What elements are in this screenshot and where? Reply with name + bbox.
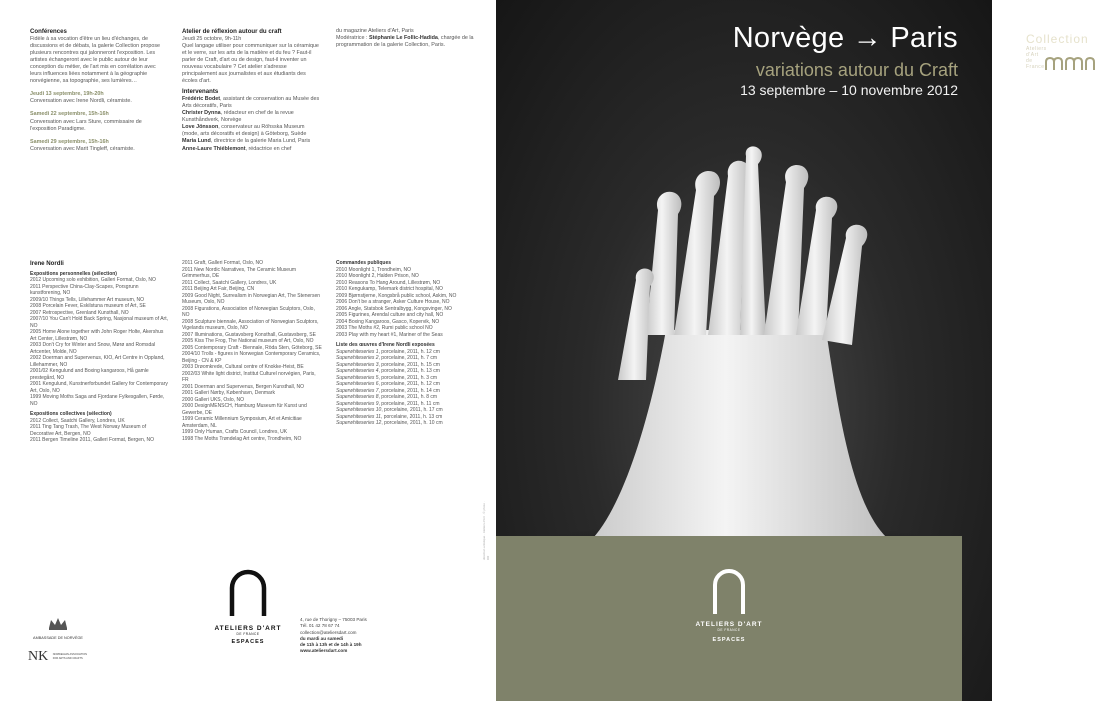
oeuvre-detail: , porcelaine, 2011, h. 17 cm bbox=[381, 407, 443, 413]
oeuvre-detail: , porcelaine, 2011, h. 8 cm bbox=[378, 394, 438, 400]
exhibition-entry: 2011 Perspective China-Clay-Scapes, Porsgrunn kunstforening, NO bbox=[30, 283, 139, 297]
oeuvres-list bbox=[336, 349, 476, 427]
embassy-logo bbox=[28, 616, 88, 640]
oeuvre-detail: , porcelaine, 2011, h. 12 cm bbox=[378, 381, 440, 387]
oeuvre-name: Superwhiteseries 2 bbox=[336, 355, 379, 361]
oeuvre-entry bbox=[336, 420, 476, 427]
commande-entry: 2010 Reasons To Hang Around, Lillestrøm, NO bbox=[336, 279, 441, 286]
atelier-cont: du magazine Ateliers d'Art, Paris bbox=[336, 28, 414, 34]
event-date: Jeudi 13 septembre, 19h-20h bbox=[30, 91, 104, 98]
exhibition-entry: 2000 Galleri UKS, Oslo, NO bbox=[182, 396, 244, 403]
cover-logo bbox=[684, 566, 774, 643]
oeuvre-name: Superwhiteseries 10 bbox=[336, 407, 382, 413]
exhibition-entry: 2004/10 Trolls - figures in Norwegian Contemporary Ceramics, Beijing - CN & KP bbox=[182, 351, 321, 364]
conferences-intro: Fidèle à sa vocation d'être un lieu d'échanges, de discussions et de débats, la galerie Collection propose plusieurs rencontres qui jalonneront l'exposition. Les artistes échangeront avec le public autour de leur conception du métier, de l'art mis en corrélation avec leurs influences liées notamment à la géographie norvégienne, sa topographie, ses lumières… bbox=[30, 35, 161, 85]
intervenant-role: , rédacteur en chef de la revue Kunsthåndverk, Norvège bbox=[182, 110, 294, 124]
perso-list bbox=[30, 277, 168, 407]
intervenants-title: Intervenants bbox=[182, 88, 219, 96]
bio-column bbox=[30, 260, 168, 444]
exhibition-entry: 2002 Doerman and Supervenus, KIO, Art Centre in Oppland, Lillehammer, NO bbox=[30, 355, 165, 368]
exhibition-entry: 2000 DesignMENSCH, Hamburg Museum für Kunst und Gewerbe, DE bbox=[182, 403, 307, 416]
perso-title: Expositions personnelles (sélection) bbox=[30, 270, 117, 277]
logo-sub: DE FRANCE bbox=[236, 632, 260, 636]
collective-title: Expositions collectives (sélection) bbox=[30, 411, 112, 418]
exhibition-entry: 2002/03 White light district, Institut Culturel norvégien, Paris, FR bbox=[182, 370, 316, 383]
event-desc: Conversation avec Marit Tingleff, céramiste. bbox=[30, 145, 135, 152]
oeuvre-detail: , porcelaine, 2011, h. 12 cm bbox=[378, 348, 440, 355]
intervenant-role: , rédactrice en chef bbox=[245, 145, 292, 152]
intervenant-name: Love Jönsson bbox=[182, 124, 219, 131]
exhibition-entry: 2011 Beijing Art Fair, Beijing, CN bbox=[182, 286, 255, 292]
intervenant-role: , directrice de la galerie Maria Lund, Paris bbox=[210, 138, 311, 145]
commande-entry: 2005 Figurines, Arendal culture and city hall, NO bbox=[336, 312, 444, 318]
atelier-title: Atelier de réflexion autour du craft bbox=[182, 28, 282, 35]
oeuvre-name: Superwhiteseries 4 bbox=[336, 368, 379, 374]
credit-line: direction artistique · Ateliers d'Art · © photo · DR bbox=[482, 501, 490, 560]
ateliers-arch-icon bbox=[710, 566, 748, 616]
inside-page bbox=[0, 0, 496, 701]
oeuvre-detail: , porcelaine, 2011, h. 14 cm bbox=[378, 387, 440, 394]
embassy-name: AMBASSADE DE NORVÈGE bbox=[33, 636, 83, 640]
intervenant bbox=[182, 146, 322, 153]
commande-entry: 2003 The Moths #2, Rumi public school NO bbox=[336, 325, 433, 331]
exhibition-entry: 2003 Don't Cry for Winter and Snow, Mørø and Romsdal Artcenter, Molde, NO bbox=[30, 342, 156, 355]
moderatrice-label: Modératrice : bbox=[336, 35, 369, 42]
collection-word: Collection bbox=[1026, 32, 1089, 46]
oeuvre-name: Superwhiteseries 3 bbox=[336, 361, 379, 368]
exhibition-entry: 2005 Home Alone together with John Roger Holte, Akershus Art Center, Lillestrøm, NO bbox=[30, 329, 164, 342]
exhibition-entry: 2005 Contemporary Craft - Biennale, Röda Sten, Göteborg, SE bbox=[182, 344, 322, 351]
intervenant bbox=[182, 110, 322, 124]
exhibition-entry: 2001/02 Kengulund and Boxing kangaroos, Hå gamle prestegård, NO bbox=[30, 368, 149, 381]
oeuvre-detail: , porcelaine, 2011, h. 7 cm bbox=[378, 355, 438, 361]
intervenant bbox=[182, 96, 322, 110]
cover-logo-sub: DE FRANCE bbox=[717, 628, 741, 632]
exhibition-entry: 2008 Figurations, Association of Norwegian Sculptors, Oslo, NO bbox=[182, 305, 315, 318]
oeuvre-detail: , porcelaine, 2011, h. 13 cm bbox=[378, 368, 440, 374]
oeuvre-detail: , porcelaine, 2011, h. 15 cm bbox=[378, 361, 440, 368]
artist-name: Irene Nordli bbox=[30, 260, 64, 267]
logo-espaces: ESPACES bbox=[231, 639, 265, 645]
collection-sub: Ateliers d'Art de France bbox=[1026, 46, 1047, 70]
address-block bbox=[300, 617, 410, 655]
exhibition-entry: 2011 Graft, Galleri Format, Oslo, NO bbox=[182, 260, 264, 266]
collective-list bbox=[30, 418, 168, 444]
oeuvre-detail: , porcelaine, 2011, h. 11 cm bbox=[378, 400, 440, 407]
commandes-column bbox=[336, 260, 476, 427]
atelier-column bbox=[182, 28, 322, 153]
address-street: 4, rue de Thorigny – 75003 Paris bbox=[300, 617, 367, 622]
moderator-column bbox=[336, 28, 476, 49]
atelier-date: Jeudi 25 octobre, 9h-11h bbox=[182, 35, 242, 42]
event-desc: Conversation avec Irene Nordli, céramiste. bbox=[30, 98, 132, 105]
commande-entry: 2009 Bjørnstjerne, Kongsbrå public school, Askim, NO bbox=[336, 292, 457, 299]
exhibition-entry: 2005 Kiss The Frog, The National museum of Art, Oslo, NO bbox=[182, 338, 314, 344]
commandes-title: Commandes publiques bbox=[336, 260, 392, 266]
exhibition-entry: 2009 Good Night, Surrealism in Norwegian Art, The Stenersen Museum, Oslo, NO bbox=[182, 292, 321, 305]
commande-entry: 2010 Moonlight 2, Halden Prison, NO bbox=[336, 273, 419, 279]
exhibition-entry: 2009/10 Things Tells, Lillehammer Art museum, NO bbox=[30, 296, 145, 303]
moderatrice bbox=[336, 35, 476, 49]
oeuvre-name: Superwhiteseries 1 bbox=[336, 348, 379, 355]
exhibition-entry: 2001 Doerman and Supervenus, Bergen Kunsthall, NO bbox=[182, 383, 305, 390]
cover-subtitle: variations autour du Craft bbox=[755, 60, 958, 80]
intervenant-name: Frédéric Bodet bbox=[182, 95, 221, 102]
intervenant bbox=[182, 124, 322, 138]
oeuvre-detail: , porcelaine, 2011, h. 13 cm bbox=[380, 413, 443, 420]
exhibition-entry: 2012 Upcoming solo exhibition, Galleri Format, Oslo, NO bbox=[30, 277, 156, 284]
nk-logo bbox=[28, 648, 98, 666]
oeuvre-detail: , porcelaine, 2011, h. 10 cm bbox=[381, 420, 443, 426]
cover-dates: 13 septembre – 10 novembre 2012 bbox=[740, 82, 958, 98]
commandes-list bbox=[336, 267, 476, 339]
conferences-title: Conférences bbox=[30, 28, 67, 35]
collection-wave-icon bbox=[1044, 56, 1096, 72]
exhibition-entry: 2008 Porcelain Fever, Eskilstuna museum of Art, SE bbox=[30, 303, 146, 310]
ateliers-arch-icon bbox=[227, 568, 269, 620]
event-date: Samedi 29 septembre, 15h-16h bbox=[30, 138, 109, 145]
oeuvre-name: Superwhiteseries 5 bbox=[336, 374, 379, 381]
address-hours: du mardi au samedi bbox=[300, 635, 344, 641]
bio-column-2 bbox=[182, 260, 322, 442]
cover-logo-espaces: ESPACES bbox=[712, 637, 746, 643]
exhibition-entry: 2011 Collect, Saatchi Gallery, Londres, UK bbox=[182, 279, 277, 286]
crown-icon bbox=[47, 616, 69, 630]
oeuvre-name: Superwhiteseries 9 bbox=[336, 400, 379, 407]
exhibition-entry: 1999 Moving Moths Saga and Fjordane Fylkesgallen, Førde, NO bbox=[30, 394, 165, 407]
oeuvre-name: Superwhiteseries 11 bbox=[336, 413, 381, 420]
oeuvre-name: Superwhiteseries 12 bbox=[336, 420, 382, 426]
commande-entry: 2003 Play with my heart #1, Mariner of the Seas bbox=[336, 331, 443, 338]
moderatrice-role: , chargée de la programmation de la galerie Collection, Paris. bbox=[336, 35, 474, 49]
cover-title: Norvège → Paris bbox=[732, 22, 958, 54]
address-web[interactable]: www.ateliersdart.com bbox=[300, 648, 348, 654]
ateliers-logo bbox=[212, 568, 284, 645]
exhibition-entry: 2011 Ting Tang Trash, The West Norway Museum of Decorative Art, Bergen, NO bbox=[30, 424, 147, 437]
intervenant bbox=[182, 138, 322, 145]
atelier-text: Quel langage utiliser pour communiquer sur la céramique et le verre, sur les arts de la matière et du feu ? Faut-il parler de Craft, d'art ou de design, faut-il inventer un nouveau vocabulaire ? Cet atelier s'adresse principalement aux journalistes et aux étudiants des écoles d'art. bbox=[182, 42, 319, 85]
exhibition-entry: 2007/10 You Can't Hold Back Spring, Nasjonal museum of Art, NO bbox=[30, 316, 168, 329]
oeuvre-detail: , porcelaine, 2011, h. 3 cm bbox=[378, 374, 438, 381]
exhibition-entry: 2001 Galleri Nørby, København, Denmark bbox=[182, 390, 276, 396]
intervenant-name: Maria Lund bbox=[182, 138, 211, 145]
exhibition-entry: 2007 Illuminations, Gustavsberg Konsthall, Gustavsberg, SE bbox=[182, 331, 316, 338]
event-desc: Conversation avec Lars Sture, commissaire de l'exposition Paradigme. bbox=[30, 118, 142, 132]
exhibition-entry: 2012 Collect, Saatchi Gallery, Londres, UK bbox=[30, 417, 125, 424]
commande-entry: 2010 Kengukamp, Telemark district hospital, NO bbox=[336, 286, 443, 292]
oeuvre-name: Superwhiteseries 8 bbox=[336, 394, 379, 400]
intervenant-name: Anne-Laure Thiéblemont bbox=[182, 145, 246, 152]
nk-mark-icon: NK bbox=[28, 648, 49, 664]
exhibition-entry: 2001 Kengulund, Kunstnerforbundet Gallery for Contemporary Art, Oslo, NO bbox=[30, 381, 168, 394]
commande-entry: 2010 Moonlight 1, Trondheim, NO bbox=[336, 266, 412, 273]
intervenant-role: , conservateur au Röhsska Museum (mode, arts décoratifs et design) à Göteborg, Suède bbox=[182, 124, 307, 138]
exhibition-entry: 2011 New Nordic Narratives, The Ceramic Museum Grimmerhus, DE bbox=[182, 266, 297, 279]
commande-entry: 2006 Don't be a stranger, Asker Culture House, NO bbox=[336, 299, 450, 305]
nk-name: NORWEGIAN ASSOCIATION FOR ARTS AND CRAFTS bbox=[52, 653, 88, 660]
logo-main: ATELIERS D'ART bbox=[214, 625, 282, 632]
commande-entry: 2006 Angle, Statsbok Sentralbygg, Kongsvinger, NO bbox=[336, 305, 452, 312]
commande-entry: 2004 Boxing Kangaroos, Gasco, Kopervik, NO bbox=[336, 318, 440, 325]
conferences-column bbox=[30, 28, 165, 153]
exhibition-entry: 1998 The Moths Trøndelag Art centre, Trondheim, NO bbox=[182, 435, 302, 442]
cover-olive-band bbox=[496, 536, 962, 701]
exhibition-entry: 1999 Ceramic Millennium Symposium, Art et Amicitiae Amsterdam, NL bbox=[182, 416, 302, 429]
address-tel: Tél. 01 42 78 67 74 bbox=[300, 623, 340, 629]
exhibition-entry: 2003 Drøomkrede, Cultural centre of Knokke-Heist, BE bbox=[182, 364, 304, 370]
intervenant-role: , assistant de conservation au Musée des Arts décoratifs, Paris bbox=[182, 95, 320, 109]
exhibition-entry: 2011 Bergen Timeline 2011, Galleri Format, Bergen, NO bbox=[30, 437, 155, 444]
exhibition-entry: 2007 Retrospective, Grenland Kunsthall, NO bbox=[30, 309, 129, 316]
cover-logo-main: ATELIERS D'ART bbox=[695, 621, 763, 628]
event-date: Samedi 22 septembre, 15h-16h bbox=[30, 111, 109, 118]
oeuvre-name: Superwhiteseries 7 bbox=[336, 387, 379, 394]
moderatrice-name: Stéphanie Le Follic-Hadida bbox=[368, 35, 438, 42]
exhibition-entry: 2008 Sculpture biennale, Association of Norwegian Sculptors, Vigelands museum, Oslo, NO bbox=[182, 318, 319, 331]
oeuvre-name: Superwhiteseries 6 bbox=[336, 381, 379, 387]
address-email[interactable]: collection@ateliersdart.com bbox=[300, 629, 357, 635]
intervenant-name: Christer Dynna bbox=[182, 110, 221, 117]
oeuvres-title: Liste des œuvres d'Irene Nordli exposées bbox=[336, 342, 435, 348]
exhibition-entry: 1999 Only Human, Crafts Council, Londres, UK bbox=[182, 429, 288, 435]
address-hours: de 11h à 13h et de 14h à 19h bbox=[300, 642, 362, 648]
